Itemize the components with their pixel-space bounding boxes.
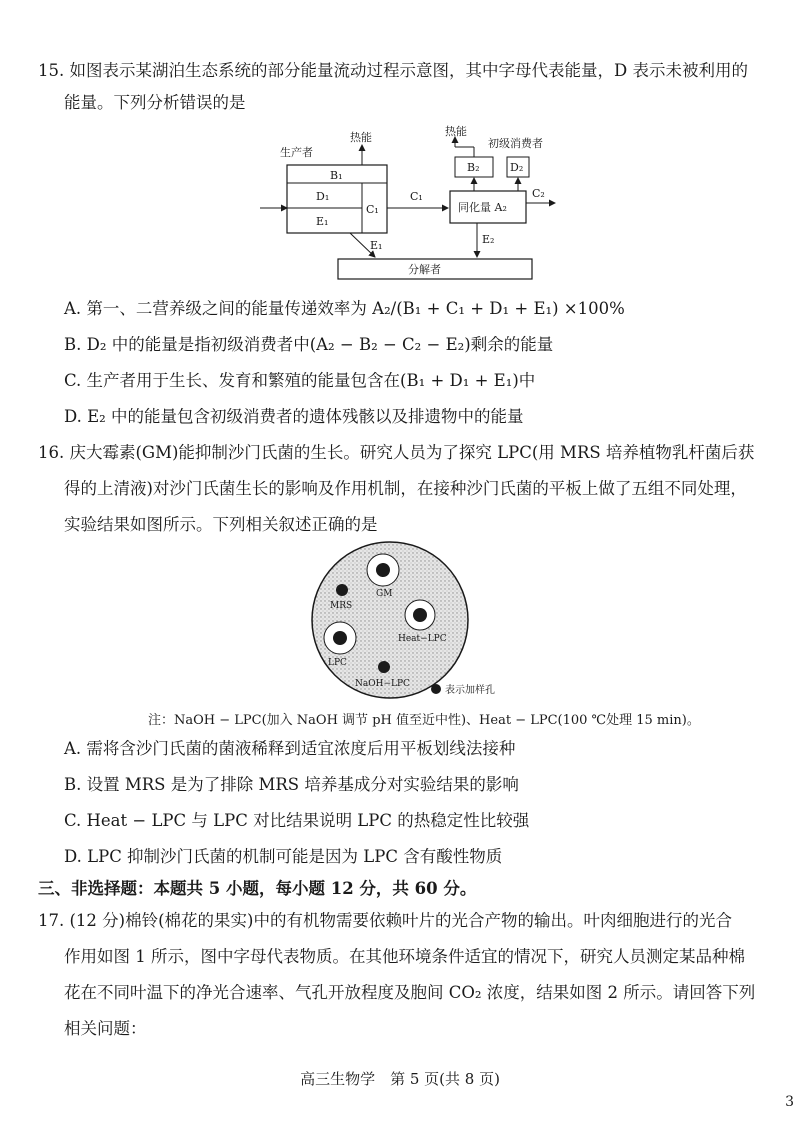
q17-line2: 作用如图 1 所示，图中字母代表物质。在其他环境条件适宜的情况下，研究人员测定某品种棉 <box>64 947 745 966</box>
e2-arrow-label: E₂ <box>482 233 495 246</box>
mrs-label: MRS <box>330 601 353 611</box>
e1-box-label: E₁ <box>316 215 329 228</box>
q16-note: 注：NaOH − LPC(加入 NaOH 调节 pH 值至近中性)、Heat − LPC(100 ℃处理 15 min)。 <box>148 713 700 728</box>
well-legend-icon <box>431 684 441 694</box>
q16-option-b: B. 设置 MRS 是为了排除 MRS 培养基成分对实验结果的影响 <box>64 775 519 794</box>
q16-option-a: A. 需将含沙门氏菌的菌液稀释到适宜浓度后用平板划线法接种 <box>64 739 516 758</box>
heat-label-2: 热能 <box>445 125 467 138</box>
c1-arrow-label: C₁ <box>410 190 423 203</box>
q15-option-c: C. 生产者用于生长、发育和繁殖的能量包含在(B₁ + D₁ + E₁)中 <box>64 371 536 390</box>
page-footer: 高三生物学 第 5 页(共 8 页) <box>300 1070 500 1088</box>
gm-label: GM <box>376 589 393 599</box>
e1-arrow-label: E₁ <box>370 239 383 252</box>
naoh-lpc-label: NaOH−LPC <box>355 679 410 689</box>
heat-label-1: 热能 <box>350 131 372 144</box>
q16-option-d: D. LPC 抑制沙门氏菌的机制可能是因为 LPC 含有酸性物质 <box>64 847 503 866</box>
c1-box-label: C₁ <box>366 203 379 216</box>
petri-plate-figure <box>300 540 560 705</box>
well-legend-label: 表示加样孔 <box>445 685 495 696</box>
heat-lpc-label: Heat−LPC <box>398 634 447 644</box>
q15-stem-line1: 15. 如图表示某湖泊生态系统的部分能量流动过程示意图，其中字母代表能量，D 表示未被利用的 <box>38 61 748 80</box>
q17-line4: 相关问题： <box>64 1019 147 1038</box>
q16-stem-line1: 16. 庆大霉素(GM)能抑制沙门氏菌的生长。研究人员为了探究 LPC(用 MRS 培养植物乳杆菌后获 <box>38 443 755 462</box>
d2-label: D₂ <box>510 161 524 174</box>
gm-well <box>376 563 390 577</box>
q17-line3: 花在不同叶温下的净光合速率、气孔开放程度及胞间 CO₂ 浓度，结果如图 2 所示。请回答下列 <box>64 983 756 1002</box>
mrs-well <box>336 584 348 596</box>
lpc-label: LPC <box>328 658 347 668</box>
assimilation-label: 同化量 A₂ <box>458 201 507 214</box>
q16-stem-line2: 得的上清液)对沙门氏菌生长的影响及作用机制，在接种沙门氏菌的平板上做了五组不同处理， <box>64 479 747 498</box>
naoh-lpc-well <box>378 661 390 673</box>
page-corner-mark: 3 <box>785 1094 794 1110</box>
c2-arrow-label: C₂ <box>532 187 545 200</box>
b1-label: B₁ <box>330 169 343 182</box>
lpc-well <box>333 631 347 645</box>
q15-option-b: B. D₂ 中的能量是指初级消费者中(A₂ − B₂ − C₂ − E₂)剩余的能量 <box>64 335 554 354</box>
energy-flow-diagram <box>250 125 570 285</box>
q15-option-d: D. E₂ 中的能量包含初级消费者的遗体残骸以及排遗物中的能量 <box>64 407 524 426</box>
q15-stem-line2: 能量。下列分析错误的是 <box>64 93 246 112</box>
heat-lpc-well <box>413 608 427 622</box>
q16-stem-line3: 实验结果如图所示。下列相关叙述正确的是 <box>64 515 378 534</box>
d1-label: D₁ <box>316 190 330 203</box>
producer-label: 生产者 <box>280 146 313 159</box>
section-three-heading: 三、非选择题：本题共 5 小题，每小题 12 分，共 60 分。 <box>38 879 477 898</box>
primary-consumer-label: 初级消费者 <box>488 137 543 150</box>
q16-option-c: C. Heat − LPC 与 LPC 对比结果说明 LPC 的热稳定性比较强 <box>64 811 530 830</box>
q17-line1: 17. (12 分)棉铃(棉花的果实)中的有机物需要依赖叶片的光合产物的输出。叶肉细胞进行的光合 <box>38 911 732 930</box>
q15-option-a: A. 第一、二营养级之间的能量传递效率为 A₂/(B₁ + C₁ + D₁ + E₁) ×100% <box>64 299 625 318</box>
decomposer-label: 分解者 <box>408 263 441 276</box>
b2-label: B₂ <box>467 161 480 174</box>
